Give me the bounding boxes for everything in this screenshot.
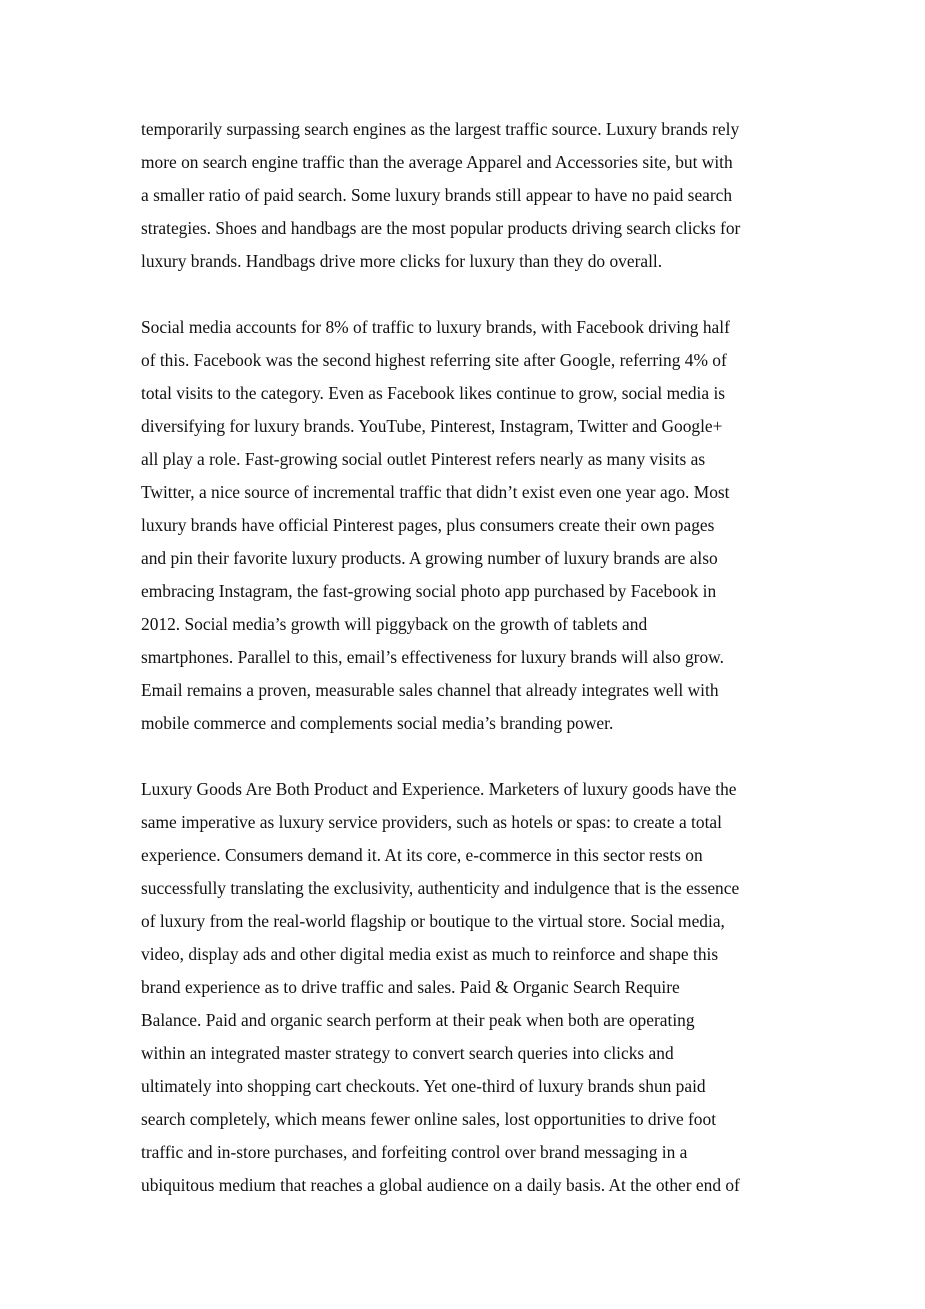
- text-line: embracing Instagram, the fast-growing social photo app purchased by Facebook in: [141, 581, 717, 601]
- text-line: experience. Consumers demand it. At its core, e-commerce in this sector rests on: [141, 845, 703, 865]
- text-line: luxury brands have official Pinterest pages, plus consumers create their own pages: [141, 515, 715, 535]
- text-line: of this. Facebook was the second highest referring site after Google, referring 4% of: [141, 350, 727, 370]
- paragraph-spacer: [141, 740, 801, 773]
- text-line: Balance. Paid and organic search perform at their peak when both are operating: [141, 1010, 695, 1030]
- text-line: Luxury Goods Are Both Product and Experience. Marketers of luxury goods have the: [141, 779, 737, 799]
- text-line: of luxury from the real-world flagship or boutique to the virtual store. Social media,: [141, 911, 725, 931]
- paragraph-social-media: [141, 311, 801, 740]
- text-line: Email remains a proven, measurable sales channel that already integrates well with: [141, 680, 719, 700]
- text-line: luxury brands. Handbags drive more clicks for luxury than they do overall.: [141, 251, 663, 271]
- text-line: Social media accounts for 8% of traffic to luxury brands, with Facebook driving half: [141, 317, 730, 337]
- text-line: and pin their favorite luxury products. A growing number of luxury brands are also: [141, 548, 718, 568]
- text-line: ultimately into shopping cart checkouts. Yet one-third of luxury brands shun paid: [141, 1076, 706, 1096]
- text-line: traffic and in-store purchases, and forfeiting control over brand messaging in a: [141, 1142, 688, 1162]
- text-line: diversifying for luxury brands. YouTube, Pinterest, Instagram, Twitter and Google+: [141, 416, 723, 436]
- paragraph-search-traffic: [141, 113, 801, 278]
- text-line: search completely, which means fewer online sales, lost opportunities to drive foot: [141, 1109, 717, 1129]
- paragraph-luxury-experience: [141, 773, 801, 1202]
- text-line: strategies. Shoes and handbags are the most popular products driving search clicks for: [141, 218, 741, 238]
- text-line: mobile commerce and complements social media’s branding power.: [141, 713, 614, 733]
- text-line: 2012. Social media’s growth will piggyback on the growth of tablets and: [141, 614, 648, 634]
- text-line: video, display ads and other digital media exist as much to reinforce and shape this: [141, 944, 719, 964]
- text-line: more on search engine traffic than the average Apparel and Accessories site, but with: [141, 152, 733, 172]
- text-line: all play a role. Fast-growing social outlet Pinterest refers nearly as many visits as: [141, 449, 706, 469]
- body-text: [141, 113, 801, 1202]
- text-line: smartphones. Parallel to this, email’s effectiveness for luxury brands will also grow.: [141, 647, 724, 667]
- text-line: total visits to the category. Even as Facebook likes continue to grow, social media is: [141, 383, 726, 403]
- text-line: same imperative as luxury service providers, such as hotels or spas: to create a total: [141, 812, 722, 832]
- text-line: successfully translating the exclusivity, authenticity and indulgence that is the essence: [141, 878, 740, 898]
- text-line: within an integrated master strategy to convert search queries into clicks and: [141, 1043, 674, 1063]
- paragraph-spacer: [141, 278, 801, 311]
- text-line: ubiquitous medium that reaches a global audience on a daily basis. At the other end of: [141, 1175, 740, 1195]
- text-line: Twitter, a nice source of incremental traffic that didn’t exist even one year ago. Most: [141, 482, 730, 502]
- text-line: a smaller ratio of paid search. Some luxury brands still appear to have no paid search: [141, 185, 733, 205]
- text-line: brand experience as to drive traffic and sales. Paid & Organic Search Require: [141, 977, 680, 997]
- text-line: temporarily surpassing search engines as the largest traffic source. Luxury brands rely: [141, 119, 740, 139]
